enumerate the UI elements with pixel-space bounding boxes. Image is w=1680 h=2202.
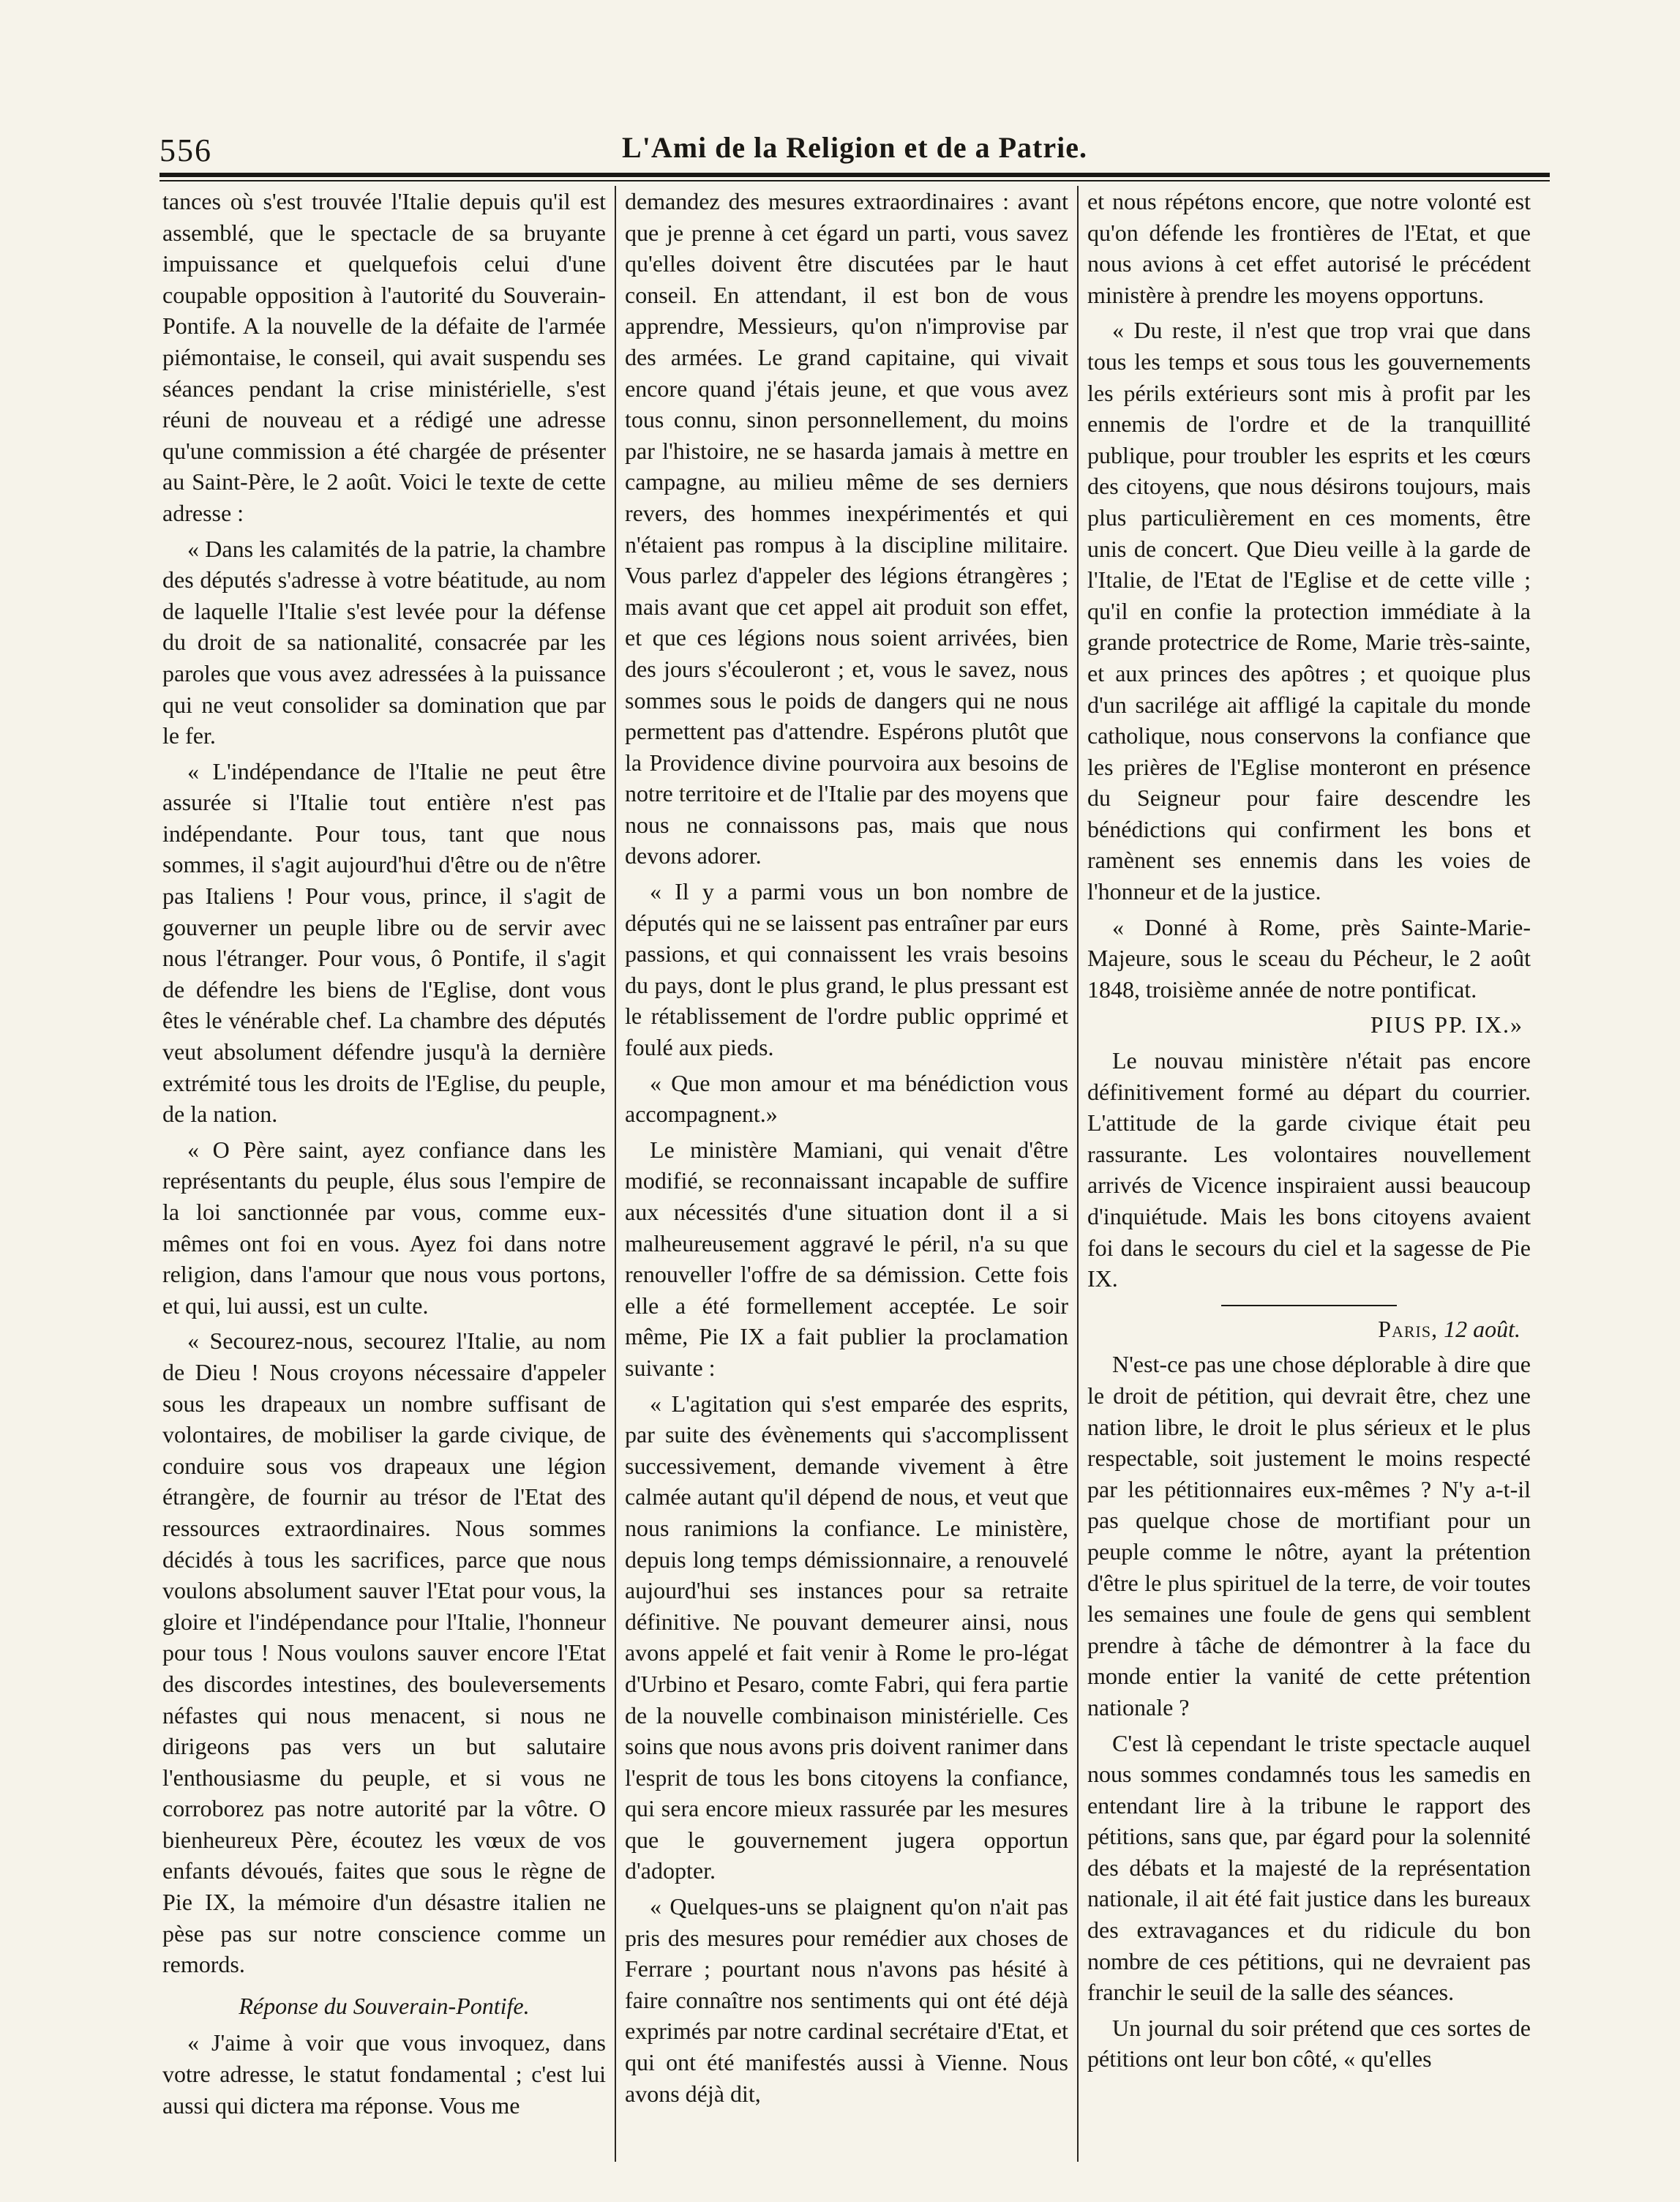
paragraph: « L'indépendance de l'Italie ne peut être assurée si l'Italie tout entière n'est pas indépendante. Pour tous, tant que nous sommes, il s'agit aujourd'hui d'être ou de n'être pas Italiens ! Pour vous, prince, il s'agit de gouverner un peuple libre ou de servir avec nous l'étranger. Pour vous, ô Pontife, il s'agit de défendre les biens de l'Eglise, dont vous êtes le vénérable chef. La chambre des députés veut absolument défendre jusqu'à la dernière extrémité tous les droits de l'Eglise, du peuple, de la nation.	[162, 757, 606, 1128]
signature: PIUS PP. IX.»	[1370, 1011, 1523, 1038]
paragraph: Le nouvau ministère n'était pas encore définitivement formé au départ du courrier. L'attitude de la garde civique était peu rassurante. Les volontaires nouvellement arrivés de Vicence inspiraient aussi beaucoup d'inquiétude. Mais les bons citoyens avaient foi dans le secours du ciel et la sagesse de Pie IX.	[1087, 1047, 1531, 1292]
dateline	[1087, 1314, 1520, 1345]
section-heading: Réponse du Souverain-Pontife.	[239, 1992, 530, 2019]
paragraph: tances où s'est trouvée l'Italie depuis qu'il est assemblé, que le spectacle de sa bruyante impuissance et quelquefois celui d'une coupable opposition à l'autorité du Souverain-Pontife. A la nouvelle de la défaite de l'armée piémontaise, le conseil, qui avait suspendu ses séances pendant la crise ministérielle, s'est réuni de nouveau et a rédigé une adresse qu'une commission a été chargée de présenter au Saint-Père, le 2 août. Voici le texte de cette adresse :	[162, 188, 606, 526]
paragraph: « Du reste, il n'est que trop vrai que dans tous les temps et sous tous les gouvernements les périls extérieurs sont mis à profit par les ennemis de l'ordre et de la tranquillité publique, pour troubler les esprits et les cœurs des citoyens, que nous désirons toujours, mais plus particulièrement en ces moments, être unis de concert. Que Dieu veille à la garde de l'Italie, de l'Etat de l'Eglise et de cette ville ; qu'il en confie la protection immédiate à la grande protectrice de Rome, Marie très-sainte, et aux princes des apôtres ; et quoique plus d'un sacrilége ait affligé la capitale du monde catholique, nous conservons la confiance que les prières de l'Eglise monteront en présence du Seigneur pour faire descendre les bénédictions qui confirment les bons et ramènent ses ennemis dans les voies de l'honneur et de la justice.	[1087, 317, 1531, 905]
page-number: 556	[160, 132, 212, 168]
paragraph: « Il y a parmi vous un bon nombre de députés qui ne se laissent pas entraîner par eurs passions, et qui connaissent les vrais besoins du pays, dont le plus grand, le plus pressant est le rétablissement de l'ordre public opprimé et foulé aux pieds.	[625, 878, 1068, 1061]
paragraph: demandez des mesures extraordinaires : avant que je prenne à cet égard un parti, vous savez qu'elles doivent être discutées par le haut conseil. En attendant, il est bon de vous apprendre, Messieurs, qu'on n'improvise par des armées. Le grand capitaine, qui vivait encore quand j'étais jeune, et que vous avez tous connu, sinon personnellement, du moins par l'histoire, ne se hasarda jamais à mettre en campagne, au milieu même de ses derniers revers, des hommes inexpérimentés et qui n'étaient pas rompus à la discipline militaire. Vous parlez d'appeler des légions étrangères ; mais avant que cet appel ait produit son effet, et que ces légions nous soient arrivées, bien des jours s'écouleront ; et, vous le savez, nous sommes sous le poids de dangers qui ne nous permettent pas d'attendre. Espérons plutôt que la Providence divine pourvoira aux besoins de notre territoire et de l'Italie par des moyens que nous ne connaissons pas, mais que nous devons adorer.	[625, 188, 1068, 869]
section-separator	[1221, 1305, 1397, 1306]
dateline-place: Paris,	[1378, 1315, 1439, 1342]
running-title: L'Ami de la Religion et de a Patrie.	[622, 131, 1087, 164]
paragraph: « J'aime à voir que vous invoquez, dans votre adresse, le statut fondamental ; c'est lui aussi qui dictera ma réponse. Vous me	[162, 2029, 606, 2119]
paragraph: « L'agitation qui s'est emparée des esprits, par suite des évènements qui s'accomplissent successivement, demande vivement à être calmée autant qu'il dépend de nous, et veut que nous ranimions la confiance. Le ministère, depuis long temps démissionnaire, a renouvelé aujourd'hui ses instances pour sa retraite définitive. Ne pouvant demeurer ainsi, nous avons appelé et fait venir à Rome le pro-légat d'Urbino et Pesaro, comte Fabri, qui fera partie de la nouvelle combinaison ministérielle. Ces soins que nous avons pris doivent ranimer dans l'esprit de tous les bons citoyens la confiance, qui sera encore mieux rassurée par les mesures que le gouvernement jugera opportun d'adopter.	[625, 1390, 1068, 1884]
column-divider	[1077, 186, 1079, 2162]
column-divider	[615, 186, 616, 2162]
header-rule-thick	[160, 173, 1550, 177]
paragraph: et nous répétons encore, que notre volonté est qu'on défende les frontières de l'Etat, et que nous avions à cet effet autorisé le précédent ministère à prendre les moyens opportuns.	[1087, 188, 1531, 308]
paragraph: C'est là cependant le triste spectacle auquel nous sommes condamnés tous les samedis en entendant lire à la tribune le rapport des pétitions, sans que, par égard pour la solennité des débats et la majesté de la représentation nationale, il ait été fait justice dans les bureaux des extravagances et du ridicule du bon nombre de ces pétitions, qui ne devraient pas franchir le seuil de la salle des séances.	[1087, 1729, 1531, 2006]
paragraph: « Secourez-nous, secourez l'Italie, au nom de Dieu ! Nous croyons nécessaire d'appeler sous les drapeaux un nombre suffisant de volontaires, de mobiliser la garde civique, de conduire sous vos drapeaux une légion étrangère, de fournir au trésor de l'Etat des ressources extraordinaires. Nous sommes décidés à tous les sacrifices, parce que nous voulons absolument sauver l'Etat pour vous, la gloire et l'indépendance pour l'Italie, l'honneur pour tous ! Nous voulons sauver encore l'Etat des discordes intestines, des bouleversements néfastes qui nous menacent, si nous ne dirigeons pas vers un but salutaire l'enthousiasme du peuple, et si vous ne corroborez pas notre autorité par la vôtre. O bienheureux Père, écoutez les vœux de vos enfants dévoués, faites que sous le règne de Pie IX, la mémoire d'un désastre italien ne pèse pas sur notre conscience comme un remords.	[162, 1327, 606, 1978]
paragraph: « Donné à Rome, près Sainte-Marie-Majeure, sous le sceau du Pécheur, le 2 août 1848, troisième année de notre pontificat.	[1087, 913, 1531, 1003]
header-rule-thin	[160, 180, 1550, 181]
paragraph: « Que mon amour et ma bénédiction vous accompagnent.»	[625, 1069, 1068, 1128]
paragraph: Le ministère Mamiani, qui venait d'être modifié, se reconnaissant incapable de suffire aux nécessités d'une situation dont il a si malheureusement aggravé le péril, n'a su que renouveller l'offre de sa démission. Cette fois elle a été formellement acceptée. Le soir même, Pie IX a fait publier la proclamation suivante :	[625, 1136, 1068, 1381]
paragraph: « Dans les calamités de la patrie, la chambre des députés s'adresse à votre béatitude, au nom de laquelle l'Italie s'est levée pour la défense du droit de sa nationalité, consacrée par les paroles que vous avez adressées à la puissance qui ne veut consolider sa domination que par le fer.	[162, 535, 606, 749]
page-header	[160, 130, 1550, 174]
column-1	[162, 186, 606, 2132]
paragraph: « Quelques-uns se plaignent qu'on n'ait pas pris des mesures pour remédier aux choses de Ferrare ; pourtant nous n'avons pas hésité à faire connaître nos sentiments qui ont été déjà exprimés par notre cardinal secrétaire d'Etat, et qui ont été manifestés aussi à Vienne. Nous avons déjà dit,	[625, 1893, 1068, 2107]
paragraph: « O Père saint, ayez confiance dans les représentants du peuple, élus sous l'empire de la loi sanctionnée par vous, comme eux-mêmes ont foi en vous. Ayez foi dans notre religion, dans l'amour que nous vous portons, et qui, lui aussi, est un culte.	[162, 1136, 606, 1319]
column-2	[625, 186, 1068, 2132]
dateline-date: 12 août.	[1444, 1315, 1520, 1342]
column-3	[1087, 186, 1531, 2132]
paragraph: N'est-ce pas une chose déplorable à dire que le droit de pétition, qui devrait être, chez une nation libre, le droit le plus sérieux et le plus respectable, soit justement le moins respecté par les pétitionnaires eux-mêmes ? N'y a-t-il pas quelque chose de mortifiant pour un peuple comme le nôtre, ayant la prétention d'être le plus spirituel de la terre, de voir toutes les semaines une foule de gens qui semblent prendre à tâche de démontrer à la face du monde entier la vanité de cette prétention nationale ?	[1087, 1351, 1531, 1720]
paragraph: Un journal du soir prétend que ces sortes de pétitions ont leur bon côté, « qu'elles	[1087, 2014, 1531, 2072]
